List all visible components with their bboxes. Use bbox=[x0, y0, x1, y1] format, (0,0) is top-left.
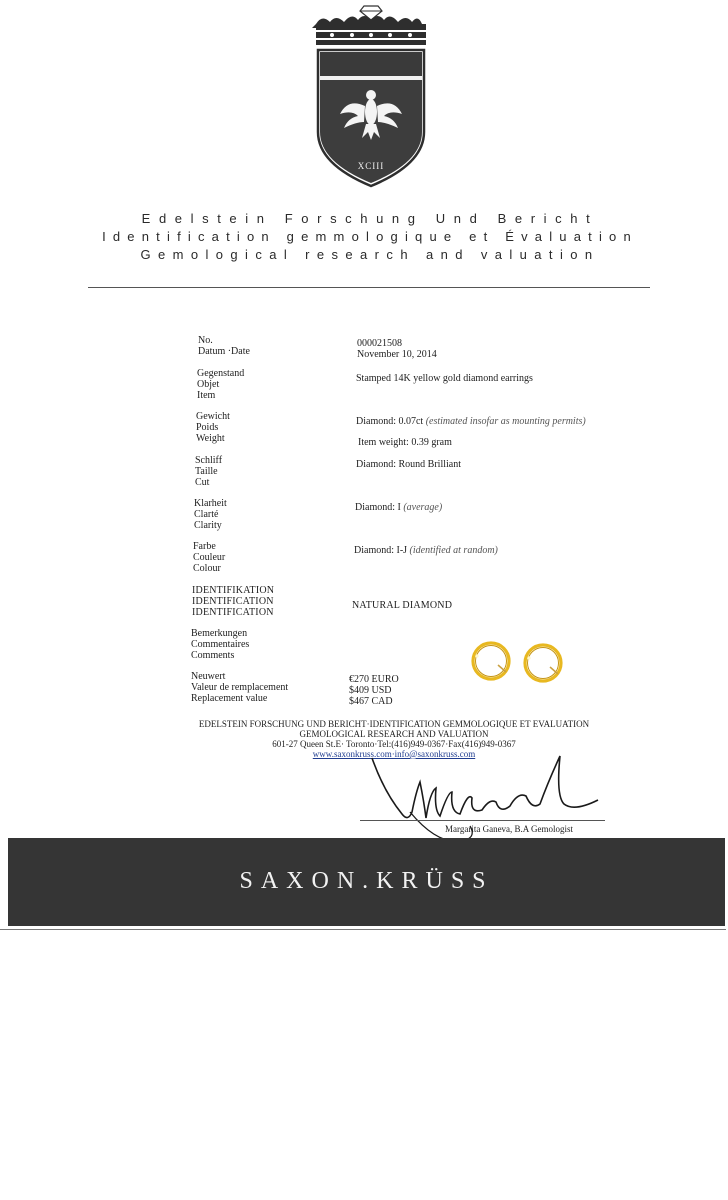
comments-label-fr: Commentaires bbox=[191, 639, 250, 650]
brand-banner bbox=[8, 838, 725, 926]
identification-label-fr: IDENTIFICATION bbox=[192, 596, 274, 607]
item-label-en: Item bbox=[197, 390, 216, 401]
replacement-label-en: Replacement value bbox=[191, 693, 268, 704]
colour-note: (identified at random) bbox=[409, 545, 498, 556]
item-weight-value: Item weight: 0.39 gram bbox=[358, 437, 452, 448]
replacement-label-de: Neuwert bbox=[191, 671, 226, 682]
replacement-value-cad: $467 CAD bbox=[349, 696, 393, 707]
header-divider bbox=[88, 287, 650, 288]
signature bbox=[350, 752, 620, 852]
colour-value: Diamond: I-J bbox=[354, 545, 408, 556]
colour-label-fr: Couleur bbox=[193, 552, 226, 563]
clarity-label-en: Clarity bbox=[194, 520, 222, 531]
page-divider bbox=[0, 929, 726, 930]
header-line-french: Identification gemmologique et Évaluation bbox=[102, 229, 638, 244]
date-label: Datum ·Date bbox=[198, 346, 250, 357]
number-label: No. bbox=[198, 335, 213, 346]
footer-line-english: GEMOLOGICAL RESEARCH AND VALUATION bbox=[299, 729, 489, 739]
earrings-photo bbox=[462, 636, 574, 686]
comments-label-en: Comments bbox=[191, 650, 235, 661]
identification-value: NATURAL DIAMOND bbox=[352, 600, 453, 611]
crest-logo bbox=[312, 2, 430, 192]
cut-value: Diamond: Round Brilliant bbox=[356, 459, 461, 470]
colour-label-en: Colour bbox=[193, 563, 221, 574]
clarity-note: (average) bbox=[403, 502, 443, 513]
identification-label-de: IDENTIFIKATION bbox=[192, 585, 275, 596]
website-link[interactable]: www.saxonkruss.com·info@saxonkruss.com bbox=[312, 749, 476, 759]
signatory-name: Margarita Ganeva, B.A Gemologist bbox=[445, 824, 574, 834]
clarity-value-row bbox=[355, 502, 442, 513]
clarity-label-fr: Clarté bbox=[194, 509, 219, 520]
footer-address: 601-27 Queen St.E· Toronto·Tel:(416)949-0367·Fax(416)949-0367 bbox=[272, 739, 516, 749]
report-number: 000021508 bbox=[357, 338, 402, 349]
crest-numeral: XCIII bbox=[357, 161, 385, 171]
clarity-label-de: Klarheit bbox=[194, 498, 227, 509]
item-value: Stamped 14K yellow gold diamond earrings bbox=[356, 373, 533, 384]
replacement-value-usd: $409 USD bbox=[349, 685, 392, 696]
weight-label-en: Weight bbox=[196, 433, 225, 444]
cut-label-fr: Taille bbox=[195, 466, 218, 477]
replacement-value-eur: €270 EURO bbox=[349, 674, 399, 685]
weight-label-fr: Poids bbox=[196, 422, 219, 433]
item-label-de: Gegenstand bbox=[197, 368, 245, 379]
header-line-english: Gemological research and valuation bbox=[140, 247, 600, 262]
diamond-weight-value bbox=[356, 416, 586, 427]
footer-line-names: EDELSTEIN FORSCHUNG UND BERICHT·IDENTIFICATION GEMMOLOGIQUE ET EVALUATION bbox=[198, 719, 590, 729]
report-date: November 10, 2014 bbox=[357, 349, 437, 360]
clarity-value: Diamond: I bbox=[355, 502, 401, 513]
item-label-fr: Objet bbox=[197, 379, 220, 390]
diamond-weight: Diamond: 0.07ct bbox=[356, 416, 424, 427]
cut-label-de: Schliff bbox=[195, 455, 223, 466]
brand-name: SAXON.KRÜSS bbox=[239, 868, 494, 894]
header-line-german: Edelstein Forschung Und Bericht bbox=[141, 211, 599, 226]
colour-label-de: Farbe bbox=[193, 541, 216, 552]
comments-label-de: Bemerkungen bbox=[191, 628, 248, 639]
cut-label-en: Cut bbox=[195, 477, 210, 488]
replacement-label-fr: Valeur de remplacement bbox=[191, 682, 289, 693]
colour-value-row bbox=[354, 545, 498, 556]
signature-line bbox=[360, 820, 605, 821]
crown-ornament bbox=[312, 16, 426, 45]
weight-label-de: Gewicht bbox=[196, 411, 230, 422]
identification-label-en: IDENTIFICATION bbox=[192, 607, 274, 618]
diamond-weight-note: (estimated insofar as mounting permits) bbox=[425, 416, 586, 427]
